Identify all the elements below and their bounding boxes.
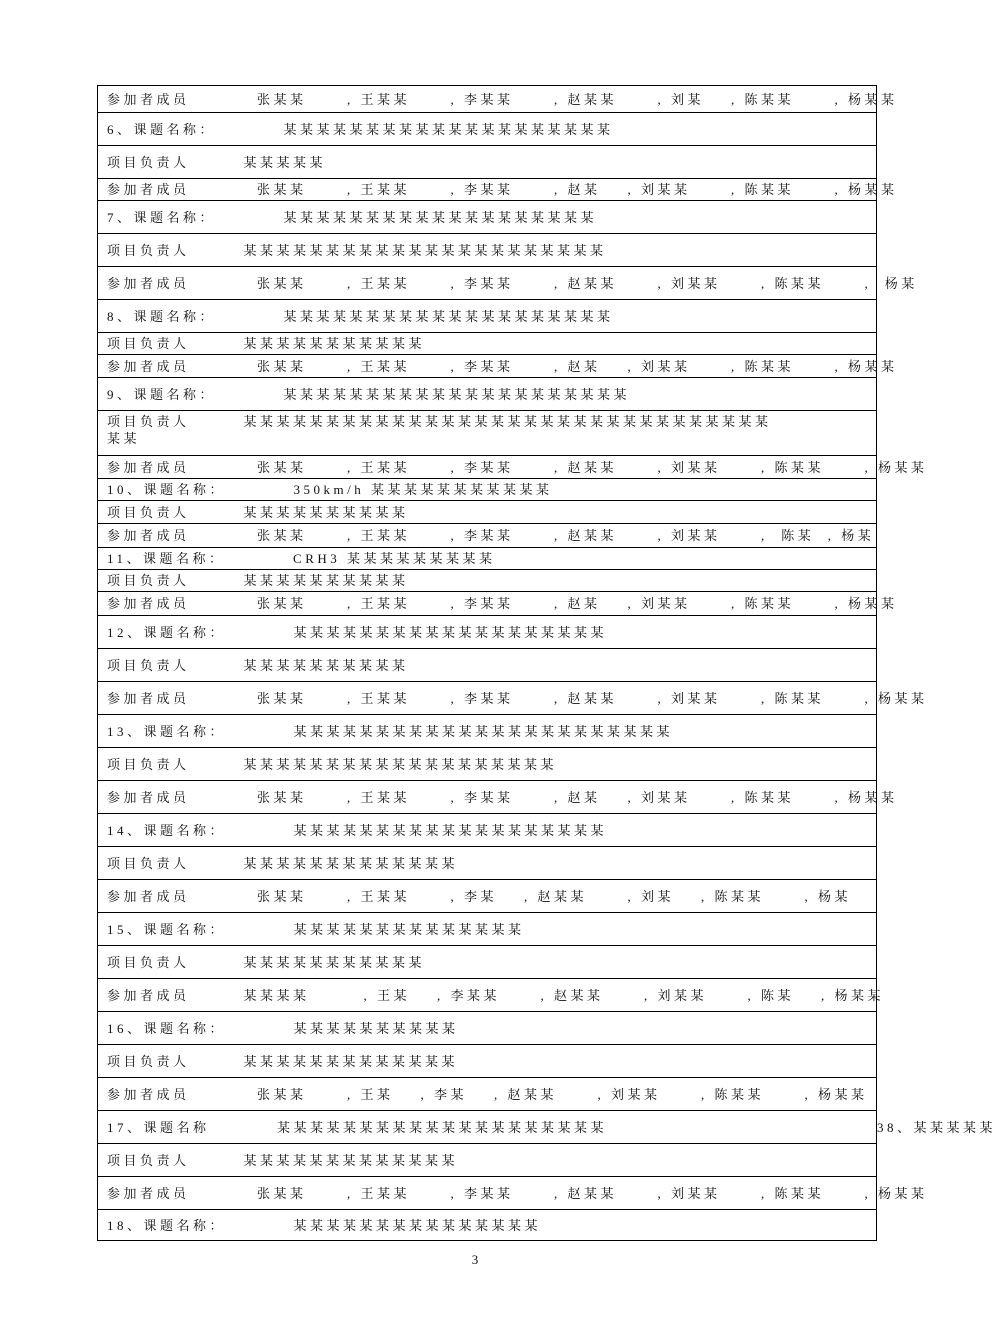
table-row [98, 146, 877, 179]
project-title-cell: 18、课题名称： 某某某某某某某某某某某某某某某 [98, 1210, 877, 1241]
project-lead-cell: 项目负责人 某某某某某某某某某某某 [98, 333, 877, 355]
project-lead-cell: 项目负责人 某某某某某某某某某某某某某某某某某某某某某某某某某某某某某某某某 某某 [98, 411, 877, 456]
project-title-cell: 17、课题名称 某某某某某某某某某某某某某某某某某某某某 38、某某某某某 [98, 1111, 877, 1144]
project-title-cell: 10、课题名称： 350km/h 某某某某某某某某某某某 [98, 479, 877, 501]
project-title-cell: 9、课题名称： 某某某某某某某某某某某某某某某某某某某某某 [98, 378, 877, 411]
table-row [98, 979, 877, 1012]
participants-cell: 参加者成员 张某某 , 王某某 , 李某某 , 赵某某 , 刘某某 , 陈某某 , 杨某 [98, 267, 877, 300]
table-row [98, 234, 877, 267]
table-row [98, 1111, 877, 1144]
project-title-cell: 12、课题名称： 某某某某某某某某某某某某某某某某某某某 [98, 616, 877, 649]
table-row [98, 355, 877, 378]
participants-cell: 参加者成员 张某某 , 王某 , 李某 , 赵某某 , 刘某某 , 陈某某 , 杨某某 [98, 1078, 877, 1111]
table-row [98, 1078, 877, 1111]
project-title-cell: 15、课题名称： 某某某某某某某某某某某某某某 [98, 913, 877, 946]
page-number: 3 [471, 1252, 479, 1267]
table-row [98, 267, 877, 300]
project-title-cell: 6、课题名称： 某某某某某某某某某某某某某某某某某某某某 [98, 113, 877, 146]
table-row [98, 1144, 877, 1177]
table-row [98, 548, 877, 570]
project-lead-cell: 项目负责人 某某某某某某某某某某某某某 [98, 847, 877, 880]
project-title-cell: 11、课题名称： CRH3 某某某某某某某某某 [98, 548, 877, 570]
table-row [98, 880, 877, 913]
participants-cell: 参加者成员 张某某 , 王某某 , 李某某 , 赵某某 , 刘某某 , 陈某某 , 杨某某 [98, 456, 877, 479]
project-lead-cell: 项目负责人 某某某某某某某某某某 [98, 501, 877, 524]
participants-cell: 参加者成员 张某某 , 王某某 , 李某某 , 赵某某 , 刘某某 , 陈某某 , 杨某某 [98, 1177, 877, 1210]
table-row [98, 592, 877, 616]
project-title-cell: 13、课题名称： 某某某某某某某某某某某某某某某某某某某某某某某 [98, 715, 877, 748]
project-title-cell: 7、课题名称： 某某某某某某某某某某某某某某某某某某某 [98, 201, 877, 234]
table-row [98, 411, 877, 456]
table-row [98, 814, 877, 847]
project-title-cell: 8、课题名称： 某某某某某某某某某某某某某某某某某某某某 [98, 300, 877, 333]
project-lead-cell: 项目负责人 某某某某某某某某某某某某某 [98, 1045, 877, 1078]
participants-cell: 参加者成员 某某某某 , 王某 , 李某某 , 赵某某 , 刘某某 , 陈某 , 杨某某 [98, 979, 877, 1012]
table-row [98, 378, 877, 411]
table-row [98, 201, 877, 234]
participants-cell: 参加者成员 张某某 , 王某某 , 李某某 , 赵某某 , 刘某 , 陈某某 , 杨某某 [98, 86, 877, 113]
project-lead-cell: 项目负责人 某某某某某某某某某某某 [98, 946, 877, 979]
project-lead-cell: 项目负责人 某某某某某某某某某某某某某某某某某某某某某某 [98, 234, 877, 267]
table-row [98, 1045, 877, 1078]
participants-cell: 参加者成员 张某某 , 王某某 , 李某某 , 赵某 , 刘某某 , 陈某某 , 杨某某 [98, 592, 877, 616]
project-table-body [98, 86, 996, 1241]
project-lead-cell: 项目负责人 某某某某某某某某某某某某某某某某某某某 [98, 748, 877, 781]
table-row [98, 456, 877, 479]
table-row [98, 616, 877, 649]
table-row [98, 570, 877, 592]
participants-cell: 参加者成员 张某某 , 王某某 , 李某某 , 赵某 , 刘某某 , 陈某某 , 杨某某 [98, 781, 877, 814]
participants-cell: 参加者成员 张某某 , 王某某 , 李某某 , 赵某某 , 刘某某 , 陈某某 , 杨某某 [98, 682, 877, 715]
participants-cell: 参加者成员 张某某 , 王某某 , 李某 , 赵某某 , 刘某 , 陈某某 , 杨某 [98, 880, 877, 913]
table-row [98, 300, 877, 333]
table-row [98, 781, 877, 814]
table-row [98, 524, 877, 548]
project-lead-cell: 项目负责人 某某某某某某某某某某 [98, 649, 877, 682]
table-row [98, 946, 877, 979]
table-row [98, 86, 877, 113]
participants-cell: 参加者成员 张某某 , 王某某 , 李某某 , 赵某 , 刘某某 , 陈某某 , 杨某某 [98, 355, 877, 378]
table-row [98, 1210, 877, 1241]
project-lead-cell: 项目负责人 某某某某某某某某某某 [98, 570, 877, 592]
table-row [98, 1012, 877, 1045]
table-row [98, 1177, 877, 1210]
project-title-cell: 16、课题名称： 某某某某某某某某某某 [98, 1012, 877, 1045]
project-table [97, 85, 996, 1241]
project-title-cell: 14、课题名称： 某某某某某某某某某某某某某某某某某某某 [98, 814, 877, 847]
table-row [98, 479, 877, 501]
table-row [98, 179, 877, 201]
table-row [98, 913, 877, 946]
table-row [98, 649, 877, 682]
table-row [98, 715, 877, 748]
project-lead-cell: 项目负责人 某某某某某 [98, 146, 877, 179]
table-row [98, 748, 877, 781]
project-lead-cell: 项目负责人 某某某某某某某某某某某某某 [98, 1144, 877, 1177]
table-row [98, 501, 877, 524]
table-row [98, 847, 877, 880]
table-row [98, 333, 877, 355]
participants-cell: 参加者成员 张某某 , 王某某 , 李某某 , 赵某 , 刘某某 , 陈某某 , 杨某某 [98, 179, 877, 201]
participants-cell: 参加者成员 张某某 , 王某某 , 李某某 , 赵某某 , 刘某某 , 陈某 , 杨某 [98, 524, 877, 548]
table-row [98, 682, 877, 715]
table-row [98, 113, 877, 146]
